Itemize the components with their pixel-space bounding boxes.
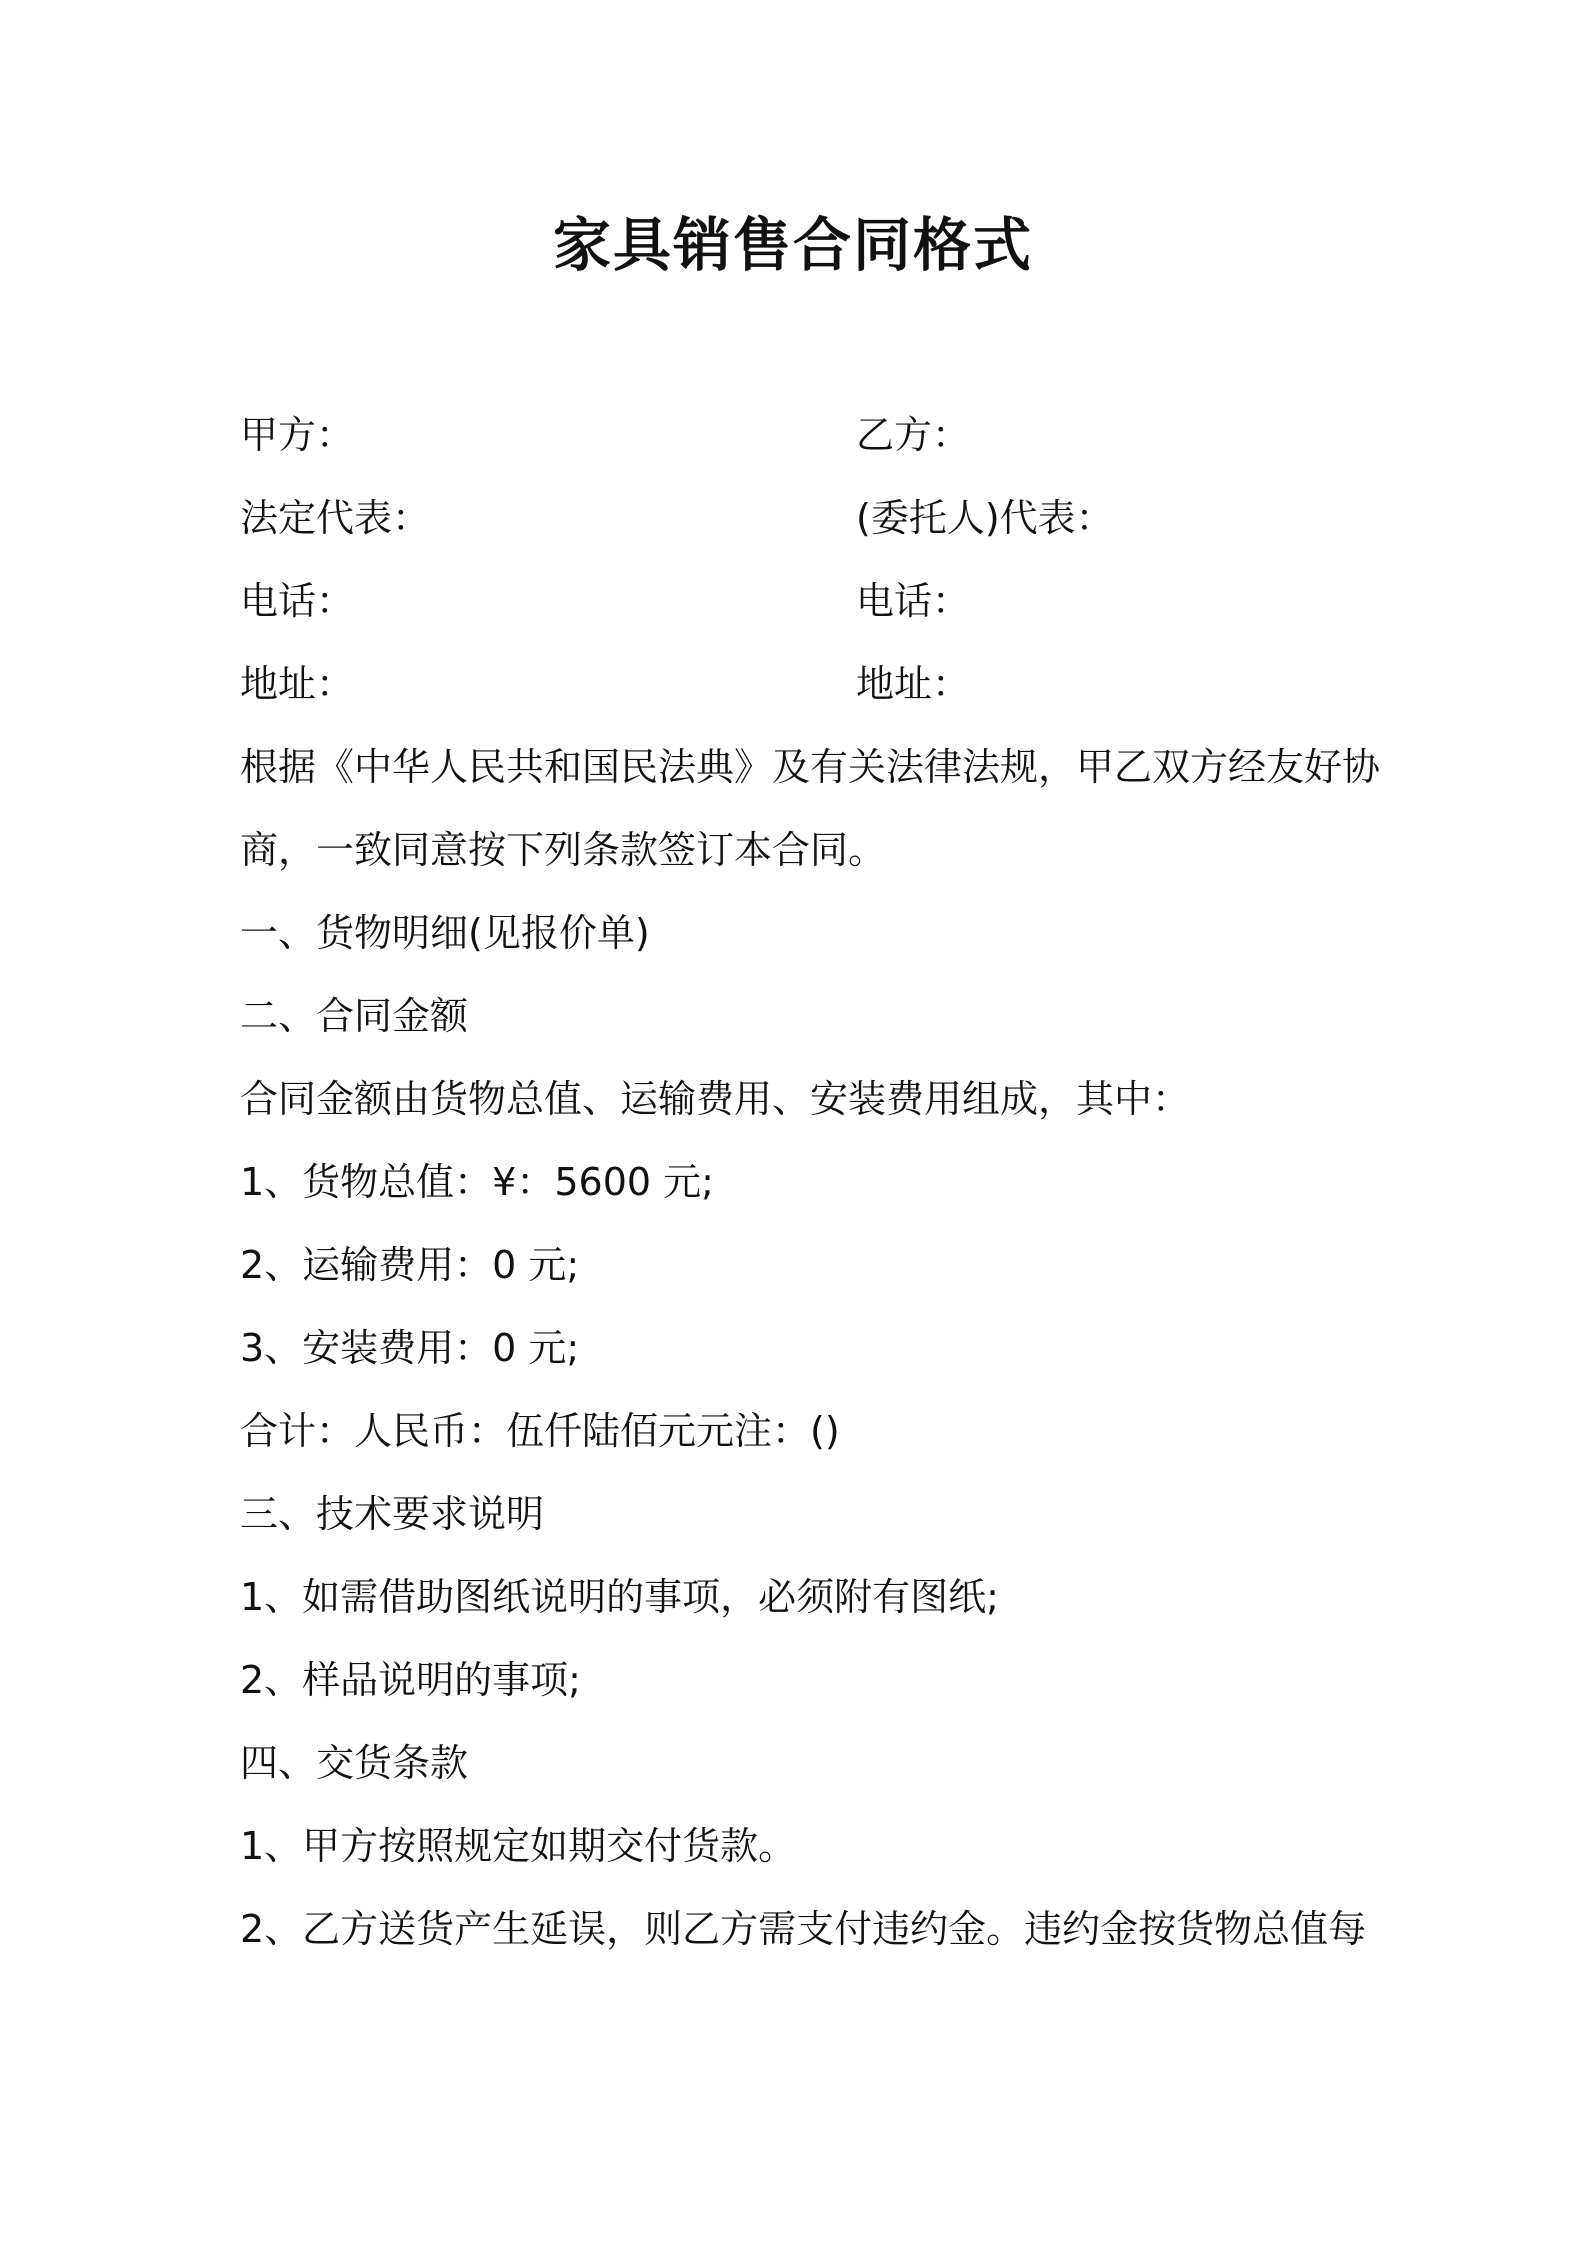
party-b-representative-label: (委托人)代表：: [856, 496, 1114, 540]
document-title: 家具销售合同格式: [552, 211, 1033, 279]
party-row-4: [240, 659, 971, 709]
list-item: 3、安装费用：0 元;: [240, 1326, 580, 1370]
party-a-label: 甲方：: [240, 413, 355, 457]
section-heading: 一、货物明细(见报价单): [240, 911, 650, 955]
list-item: 1、甲方按照规定如期交付货款。: [240, 1824, 797, 1868]
party-a-address-label: 地址：: [240, 662, 355, 706]
section-heading: 三、技术要求说明: [240, 1492, 545, 1536]
party-row-1: [240, 410, 971, 460]
party-row-2: [240, 493, 1114, 543]
party-b-address-label: 地址：: [856, 662, 971, 706]
section-heading: 二、合同金额: [240, 994, 469, 1038]
total-line: 合计：人民币：伍仟陆佰元元注：(): [240, 1409, 840, 1453]
party-row-3: [240, 576, 971, 626]
party-a-phone-label: 电话：: [240, 579, 355, 623]
party-b-phone-label: 电话：: [856, 579, 971, 623]
list-item: 2、样品说明的事项;: [240, 1658, 581, 1702]
party-b-label: 乙方：: [856, 413, 971, 457]
party-a-representative-label: 法定代表：: [240, 496, 431, 540]
list-item: 2、乙方送货产生延误，则乙方需支付违约金。违约金按货物总值每: [240, 1907, 1367, 1951]
paragraph-line: 商，一致同意按下列条款签订本合同。: [240, 828, 887, 872]
paragraph-line: 合同金额由货物总值、运输费用、安装费用组成，其中：: [240, 1077, 1191, 1121]
list-item: 1、货物总值：¥：5600 元;: [240, 1160, 714, 1204]
list-item: 2、运输费用：0 元;: [240, 1243, 580, 1287]
paragraph-line: 根据《中华人民共和国民法典》及有关法律法规，甲乙双方经友好协: [240, 745, 1381, 789]
section-heading: 四、交货条款: [240, 1741, 469, 1785]
list-item: 1、如需借助图纸说明的事项，必须附有图纸;: [240, 1575, 999, 1619]
